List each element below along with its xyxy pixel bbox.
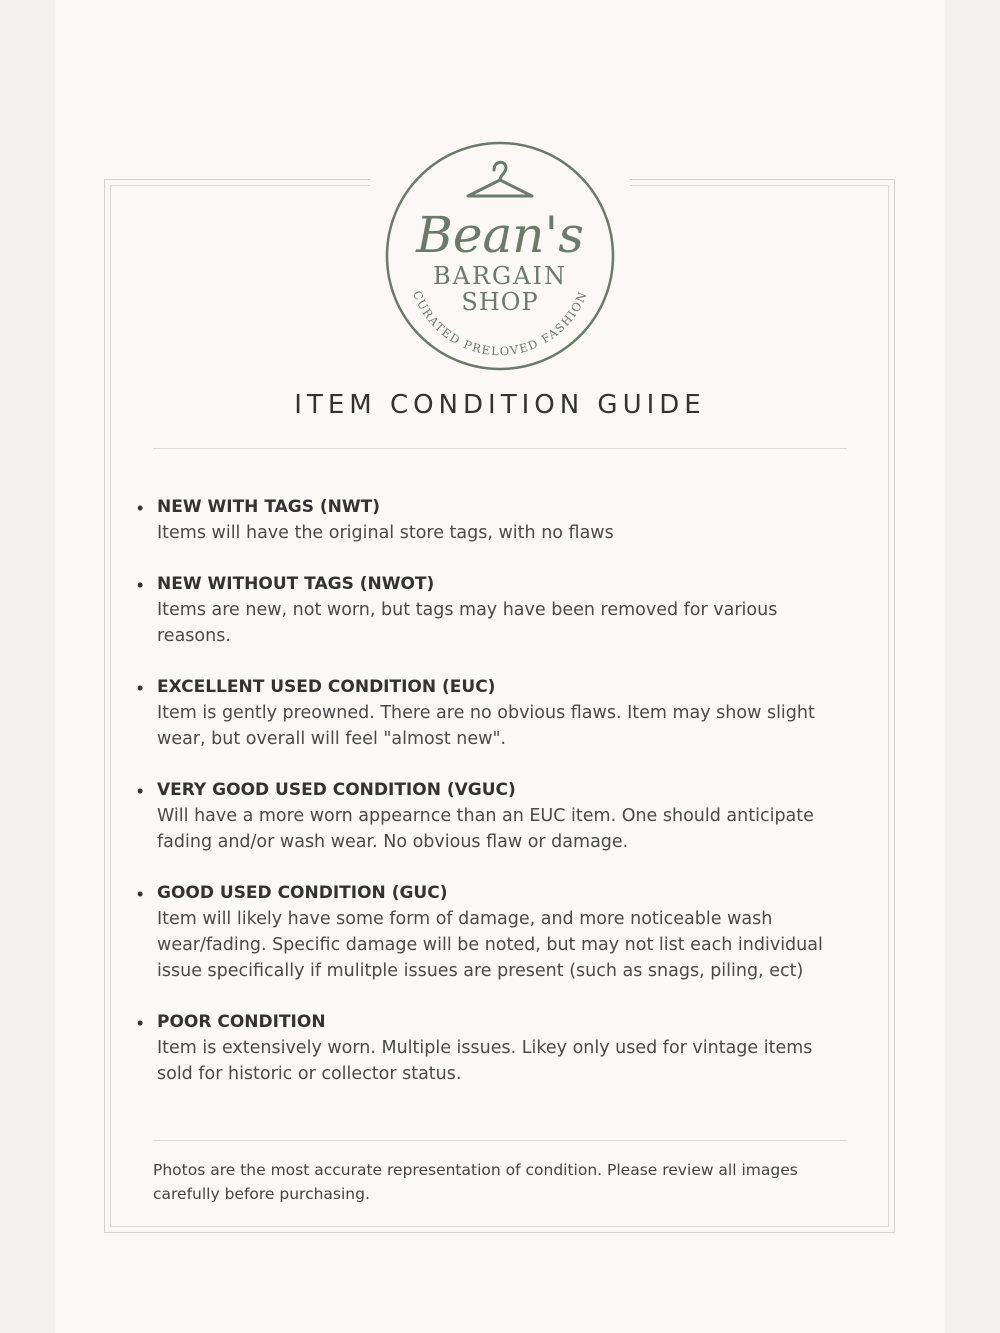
list-item	[137, 880, 837, 984]
condition-name: POOR CONDITION	[157, 1012, 326, 1032]
bullet-icon: •	[137, 1013, 144, 1033]
bullet-icon: •	[137, 781, 144, 801]
list-item	[137, 494, 837, 546]
condition-name: VERY GOOD USED CONDITION (VGUC)	[157, 780, 516, 800]
bullet-icon: •	[137, 678, 144, 698]
condition-name: NEW WITH TAGS (NWT)	[157, 497, 380, 517]
bullet-icon: •	[137, 884, 144, 904]
condition-description: Item will likely have some form of damage, and more noticeable wash wear/fading. Specific damage will be noted, but may not list each individual issue specifically if mulitple issues are present (such as snags, piling, ect)	[157, 909, 823, 981]
condition-description: Item is gently preowned. There are no obvious flaws. Item may show slight wear, but overall will feel "almost new".	[157, 703, 815, 749]
footer-note: Photos are the most accurate representation of condition. Please review all images carefully before purchasing.	[153, 1161, 798, 1203]
condition-description: Items are new, not worn, but tags may have been removed for various reasons.	[157, 600, 778, 646]
condition-name: EXCELLENT USED CONDITION (EUC)	[157, 677, 496, 697]
logo-line2: SHOP	[461, 288, 539, 316]
logo-line1: BARGAIN	[432, 262, 568, 290]
list-item	[137, 571, 837, 649]
divider-top	[153, 448, 847, 449]
condition-description: Items will have the original store tags, with no flaws	[157, 523, 614, 543]
logo-tagline: CURATED PRELOVED FASHION	[409, 288, 591, 359]
condition-name: NEW WITHOUT TAGS (NWOT)	[157, 574, 435, 594]
logo-script-name: Bean's	[416, 206, 584, 264]
condition-description: Item is extensively worn. Multiple issues. Likey only used for vintage items sold for historic or collector status.	[157, 1038, 813, 1084]
condition-description: Will have a more worn appearnce than an EUC item. One should anticipate fading and/or wash wear. No obvious flaw or damage.	[157, 806, 814, 852]
bullet-icon: •	[137, 575, 144, 595]
condition-list	[137, 494, 837, 1112]
condition-name: GOOD USED CONDITION (GUC)	[157, 883, 448, 903]
divider-bottom	[153, 1140, 847, 1141]
shop-logo	[380, 140, 620, 372]
list-item	[137, 777, 837, 855]
list-item	[137, 674, 837, 752]
list-item	[137, 1009, 837, 1087]
page-title: ITEM CONDITION GUIDE	[294, 390, 706, 420]
bullet-icon: •	[137, 498, 144, 518]
